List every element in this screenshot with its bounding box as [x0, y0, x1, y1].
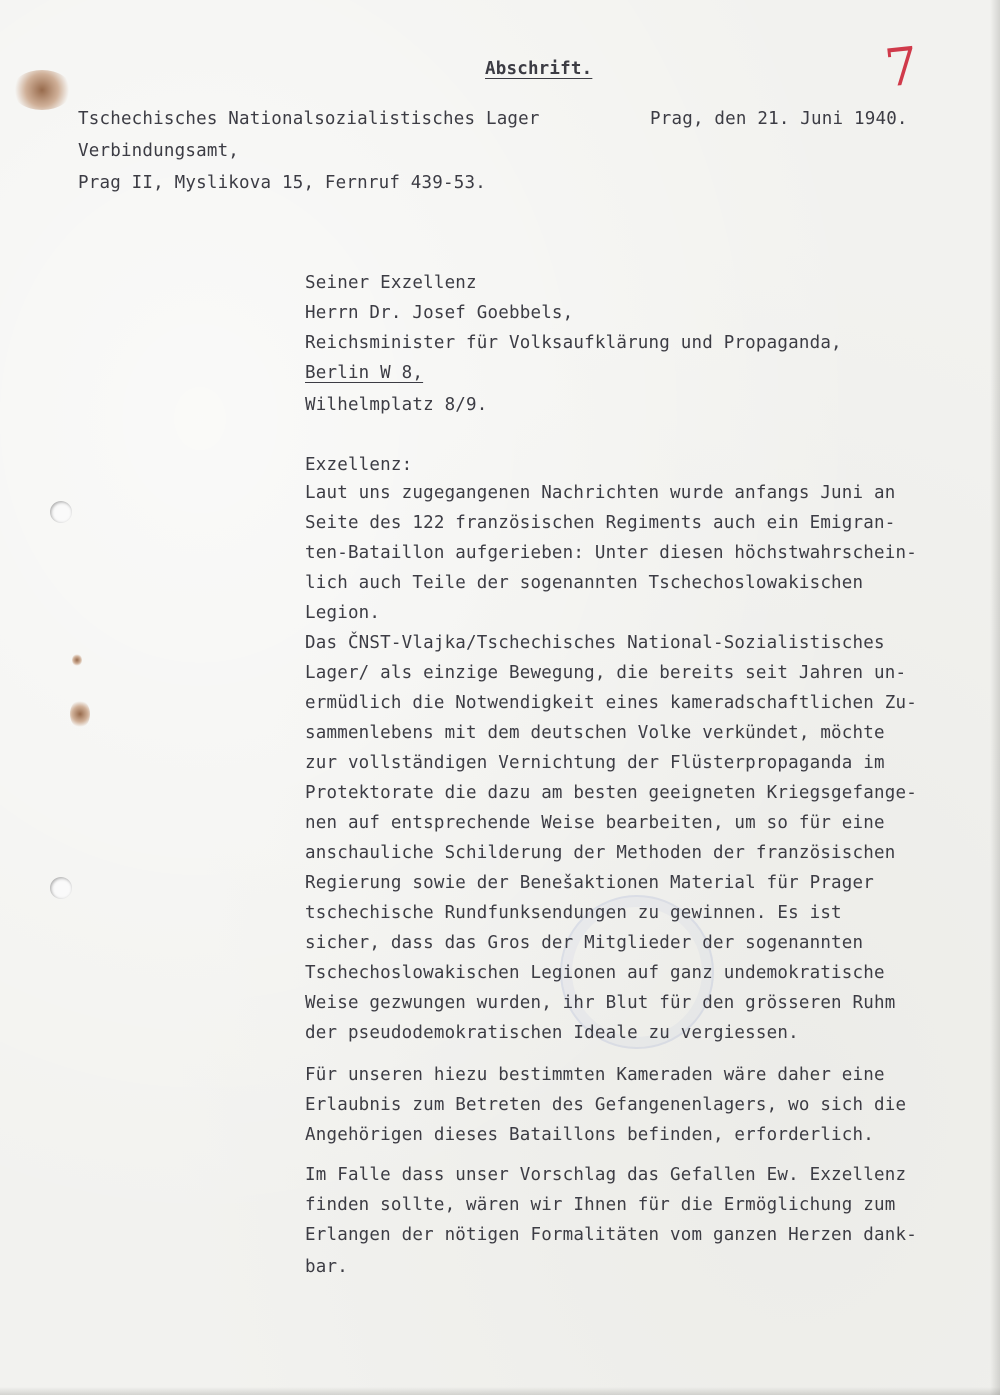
- rust-stain-left-margin: [70, 700, 90, 728]
- body-line: Tschechoslowakischen Legionen auf ganz undemokratische: [305, 963, 885, 983]
- rust-stain-small: [72, 654, 82, 666]
- body-line: der pseudodemokratischen Ideale zu vergiessen.: [305, 1023, 799, 1043]
- sender-line-2: Verbindungsamt,: [78, 141, 240, 161]
- punch-hole-lower: [50, 877, 72, 899]
- sender-line-3: Prag II, Myslikova 15, Fernruf 439-53.: [78, 173, 486, 193]
- body-line: sammenlebens mit dem deutschen Volke verkündet, möchte: [305, 723, 885, 743]
- page-number-handwritten: 7: [881, 36, 922, 100]
- body-line: nen auf entsprechende Weise bearbeiten, um so für eine: [305, 813, 885, 833]
- body-line: finden sollte, wären wir Ihnen für die Ermöglichung zum: [305, 1195, 896, 1215]
- body-line: Legion.: [305, 603, 381, 623]
- body-line: Weise gezwungen wurden, ihr Blut für den grösseren Ruhm: [305, 993, 896, 1013]
- body-line: Seite des 122 französischen Regiments auch ein Emigran-: [305, 513, 896, 533]
- recipient-line-4: Berlin W 8,: [305, 363, 424, 383]
- body-line: sicher, dass das Gros der Mitglieder der sogenannten: [305, 933, 864, 953]
- body-line: Erlaubnis zum Betreten des Gefangenenlagers, wo sich die: [305, 1095, 907, 1115]
- body-line: anschauliche Schilderung der Methoden der französischen: [305, 843, 896, 863]
- recipient-line-2: Herrn Dr. Josef Goebbels,: [305, 303, 574, 323]
- place-date: Prag, den 21. Juni 1940.: [650, 109, 908, 129]
- body-line: zur vollständigen Vernichtung der Flüsterpropaganda im: [305, 753, 885, 773]
- body-line: Protektorate die dazu am besten geeigneten Kriegsgefange-: [305, 783, 917, 803]
- body-line: ermüdlich die Notwendigkeit eines kameradschaftlichen Zu-: [305, 693, 917, 713]
- salutation: Exzellenz:: [305, 455, 413, 475]
- body-line: tschechische Rundfunksendungen zu gewinnen. Es ist: [305, 903, 842, 923]
- document-heading: Abschrift.: [485, 59, 593, 79]
- body-line: Regierung sowie der Benešaktionen Material für Prager: [305, 873, 875, 893]
- body-line: Erlangen der nötigen Formalitäten vom ganzen Herzen dank-: [305, 1225, 917, 1245]
- body-line: lich auch Teile der sogenannten Tschechoslowakischen: [305, 573, 864, 593]
- body-line: Im Falle dass unser Vorschlag das Gefallen Ew. Exzellenz: [305, 1165, 907, 1185]
- body-line: Lager/ als einzige Bewegung, die bereits seit Jahren un-: [305, 663, 907, 683]
- rust-stain-top-left: [12, 70, 72, 110]
- body-line: Für unseren hiezu bestimmten Kameraden wäre daher eine: [305, 1065, 885, 1085]
- body-line: Laut uns zugegangenen Nachrichten wurde anfangs Juni an: [305, 483, 896, 503]
- body-line: Angehörigen dieses Bataillons befinden, erforderlich.: [305, 1125, 875, 1145]
- recipient-line-1: Seiner Exzellenz: [305, 273, 477, 293]
- paper-edge-bottom: [0, 1387, 1000, 1395]
- body-line: ten-Bataillon aufgerieben: Unter diesen höchstwahrschein-: [305, 543, 917, 563]
- body-line: bar.: [305, 1257, 348, 1277]
- body-line: Das ČNST-Vlajka/Tschechisches National-Sozialistisches: [305, 633, 885, 653]
- recipient-line-5: Wilhelmplatz 8/9.: [305, 395, 488, 415]
- punch-hole-upper: [50, 501, 72, 523]
- sender-line-1: Tschechisches Nationalsozialistisches Lager: [78, 109, 540, 129]
- recipient-line-3: Reichsminister für Volksaufklärung und Propaganda,: [305, 333, 842, 353]
- paper-edge-right: [990, 0, 1000, 1395]
